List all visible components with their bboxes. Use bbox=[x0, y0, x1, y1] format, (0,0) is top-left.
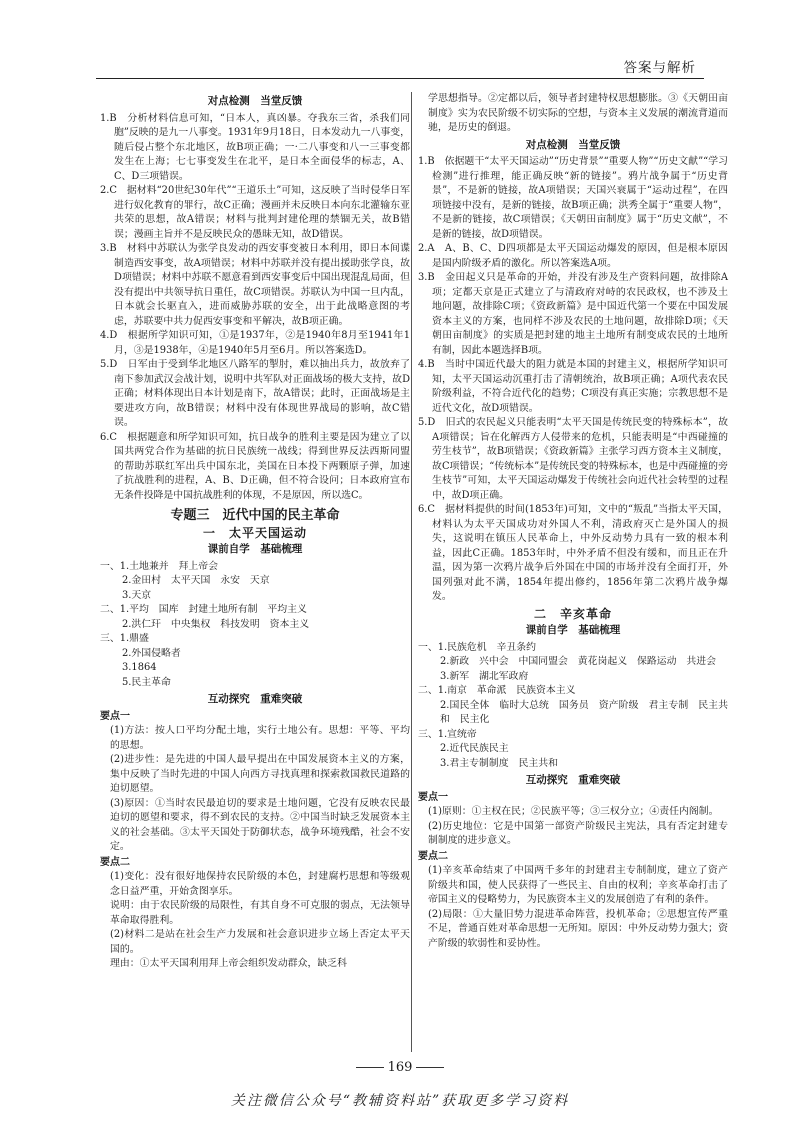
column-divider bbox=[411, 92, 412, 1052]
section-heading-check: 对点检测 当堂反馈 bbox=[525, 138, 621, 151]
key-point-item: (2)材料二是站在社会生产力发展和社会意识进步立场上否定太平天国的。 bbox=[110, 929, 410, 955]
key-point-item: (2)历史地位：它是中国第一部资产阶级民主宪法，具有否定封建专制制度的进步意义。 bbox=[428, 820, 728, 846]
key-point-label: 要点一 bbox=[100, 710, 130, 722]
preview-item: 2.新政 兴中会 中国同盟会 黄花岗起义 保路运动 共进会 bbox=[440, 656, 717, 667]
answer-item: 2.A A、B、C、D四项都是太平天国运动爆发的原因，但是根本原因是国内阶级矛盾的激化。所以答案选A项。 bbox=[418, 243, 728, 269]
page-number-text: 169 bbox=[387, 1060, 413, 1075]
answer-item: 6.C 根据题意和所学知识可知，抗日战争的胜利主要是因为建立了以国共两党合作为基础的抗日民族统一战线；得到世界反法西斯同盟的帮助苏联红军出兵中国东北，美国在日本投下两颗原子弹，加速了抗战胜利的进程，A、B、D正确，但不符合设问；日本政府宣布无条件投降是中国抗战胜利的体现，不是原因，所以选C。 bbox=[100, 431, 410, 501]
preview-item: 3.新军 湖北军政府 bbox=[440, 670, 529, 682]
answer-item: 1.B 分析材料信息可知，“日本人，真凶暴。夺我东三省，杀我们同胞”反映的是九一八事变。1931年9月18日，日本发动九一八事变，随后侵占整个东北地区，故B项正确；一·二八事变和八一三事变都发生在上海；七七事变发生在北平，是日本全面侵华的标志，A、C、D三项错误。 bbox=[100, 112, 410, 182]
section-heading-inquiry: 互动探究 重难突破 bbox=[525, 774, 621, 786]
page-number bbox=[0, 1060, 800, 1075]
preview-item: 三、1.鼎盛 bbox=[100, 633, 149, 644]
section-heading-preview: 课前自学 基础梳理 bbox=[525, 624, 621, 636]
key-point-item: (3)原因：①当时农民最迫切的要求是土地问题，它没有反映农民最迫切的愿望和要求，得不到农民的支持。②中国当时缺乏发展资本主义的社会基础。③太平天国处于防御状态，战争环境残酷，社会不安定。 bbox=[110, 797, 410, 852]
preview-list bbox=[418, 641, 728, 772]
preview-item: 2.金田村 太平天国 永安 天京 bbox=[122, 575, 270, 586]
left-column bbox=[100, 92, 410, 972]
answer-item: 4.D 根据所学知识可知，①是1937年，②是1940年8月至1941年1月，③是1938年，④是1940年5月至6月。所以答案选D。 bbox=[100, 330, 410, 356]
key-point-label: 要点二 bbox=[418, 850, 448, 862]
section-heading-check: 对点检测 当堂反馈 bbox=[207, 95, 303, 107]
preview-item: 一、1.土地兼并 拜上帝会 bbox=[100, 560, 219, 572]
preview-item: 3.天京 bbox=[122, 589, 152, 601]
key-point-item: (1)方法：按人口平均分配土地，实行土地公有。思想：平等、平均的思想。 bbox=[110, 725, 410, 751]
page-header bbox=[96, 52, 704, 79]
continued-text: 学思想指导。②定都以后，领导者封建特权思想膨胀。③《天朝田亩制度》实为农民阶级不切实际的空想，与资本主义发展的潮流背道而驰，是历史的倒退。 bbox=[428, 93, 728, 133]
answer-item: 1.B 依据题干“太平天国运动”“历史背景”“重要人物”“历史文献”“学习检测”进行推理，能正确反映“新的链接”。鸦片战争属于“历史背景”，不是新的链接，故A项错误；天国兴衰属于“运动过程”，在四项链接中没有，是新的链接，故B项正确；洪秀全属于“重要人物”，不是新的链接，故C项错误；《天朝田亩制度》属于“历史文献”，不是新的链接，故D项错误。 bbox=[418, 156, 728, 240]
preview-item: 2.外国侵略者 bbox=[122, 647, 181, 659]
key-point-item: (2)进步性：是先进的中国人最早提出在中国发展资本主义的方案，集中反映了当时先进的中国人向西方寻找真理和探索救国救民道路的迫切愿望。 bbox=[110, 754, 410, 794]
preview-item: 三、1.宣统帝 bbox=[418, 728, 477, 740]
preview-item: 5.民主革命 bbox=[122, 676, 171, 688]
key-point-label: 要点一 bbox=[418, 791, 448, 803]
preview-item: 2.国民全体 临时大总统 国务员 资产阶级 君主专制 民主共和 民主化 bbox=[440, 699, 728, 725]
preview-item: 一、1.民族危机 辛丑条约 bbox=[418, 641, 537, 653]
footer-note: 关注微信公众号“教辅资料站”获取更多学习资料 bbox=[230, 1093, 570, 1109]
section-title: 二 辛亥革命 bbox=[533, 606, 612, 621]
key-point-item: 说明：由于农民阶级的局限性，有其自身不可克服的弱点，无法领导革命取得胜利。 bbox=[110, 900, 410, 926]
answer-item: 5.D 日军由于受到华北地区八路军的掣肘，难以抽出兵力，故放弃了南下参加武汉会战计划，说明中共军队对正面战场的极大支持，故D正确；材料体现出日本计划是南下，故A错误；此时，正面战场是主要进攻方向，故B错误；材料中没有体现世界战局的影响，故C错误。 bbox=[100, 359, 410, 428]
preview-item: 二、1.平均 国库 封建土地所有制 平均主义 bbox=[100, 604, 307, 615]
key-point-item: 理由：①太平天国利用拜上帝会组织发动群众，缺乏科 bbox=[110, 958, 348, 969]
key-point-label: 要点二 bbox=[100, 856, 130, 868]
preview-item: 3.君主专制制度 民主共和 bbox=[440, 757, 559, 769]
header-title: 答案与解析 bbox=[623, 60, 696, 76]
key-point-item: (1)辛亥革命结束了中国两千多年的封建君主专制制度，建立了资产阶级共和国，使人民获得了一些民主、自由的权利；辛亥革命打击了帝国主义的侵略势力，为民族资本主义的发展创造了有利的条件。 bbox=[428, 865, 728, 905]
preview-item: 3.1864 bbox=[122, 662, 157, 673]
key-point-item: (1)变化：没有很好地保持农民阶级的本色，封建腐朽思想和等级观念日益严重，开始贪图享乐。 bbox=[110, 871, 410, 897]
answer-item: 6.C 据材料提供的时间(1853年)可知，文中的“叛乱”当指太平天国，材料认为太平天国成功对外国人不利，清政府灭亡是外国人的损失，这说明在镇压人民革命上，中外反动势力具有一致的根本利益，因此C正确。1853年时，中外矛盾不但没有缓和，而且正在升温，因为第一次鸦片战争后外国在中国的市场并没有全面打开，外国列强对此不满，1854年提出修约，1856年第二次鸦片战争爆发。 bbox=[418, 504, 728, 602]
section-title: 一 太平天国运动 bbox=[202, 525, 307, 540]
right-column bbox=[418, 92, 728, 951]
section-heading-preview: 课前自学 基础梳理 bbox=[207, 543, 303, 555]
answer-item: 4.B 当时中国近代最大的阻力就是本国的封建主义，根据所学知识可知，太平天国运动沉重打击了清朝统治，故B项正确；A项代表农民阶级利益，不符合近代化的趋势；C项没有真正实施；宗教思想不是近代文化，故D项错误。 bbox=[418, 359, 728, 414]
key-point-item: (2)局限：①大量旧势力混进革命阵营，投机革命；②思想宣传严重不足，普通百姓对革命思想一无所知。原因：中外反动势力强大；资产阶级的软弱性和妥协性。 bbox=[428, 908, 728, 949]
preview-item: 2.近代民族民主 bbox=[440, 743, 509, 754]
key-point-item: (1)原则：①主权在民；②民族平等；③三权分立；④责任内阁制。 bbox=[428, 806, 719, 817]
answer-item: 5.D 旧式的农民起义只能表明“太平天国是传统民变的特殊标本”，故A项错误；旨在化解西方人侵带来的危机，只能表明是“中西碰撞的劳生枝节”，故B项错误；《资政新篇》主张学习西方资本主义制度，故C项错误；“传统标本”是传统民变的特殊标本，也是中西碰撞的旁生枝节”可知，太平天国运动爆发于传统社会向近代社会转型的过程中，故D项正确。 bbox=[418, 417, 728, 501]
topic-title: 专题三 近代中国的民主革命 bbox=[170, 508, 340, 523]
section-heading-inquiry: 互动探究 重难突破 bbox=[207, 693, 303, 705]
answer-item: 3.B 材料中苏联认为张学良发动的西安事变被日本利用，即日本间谍制造西安事变，故A项错误；材料中苏联并没有提出援助张学良，故D项错误；材料中苏联不愿意看到西安事变后中国出现混乱局面，但没有提出中共领导抗日重任，故C项错误。苏联认为中国一旦内乱，日本就会长驱直入，进而威胁苏联的安全，出于此战略意图的考虑，苏联要中共力促西安事变和平解决，故B项正确。 bbox=[100, 243, 410, 327]
preview-item: 二、1.南京 革命派 民族资本主义 bbox=[418, 685, 576, 696]
answer-item: 3.B 金田起义只是革命的开始，并没有涉及生产资料问题，故排除A项；定都天京是正式建立了与清政府对峙的农民政权，也不涉及土地问题，故排除C项；《资政新篇》是中国近代第一个要在中国发展资本主义的方案，也同样不涉及农民的土地问题，故排除D项；《天朝田亩制度》的实质是把封建的地主土地所有制变成农民的土地所有制，因此本题选择B项。 bbox=[418, 272, 728, 356]
preview-item: 2.洪仁玕 中央集权 科技发明 资本主义 bbox=[122, 618, 310, 630]
preview-list bbox=[100, 560, 410, 691]
answer-item: 2.C 据材料“20世纪30年代”“王道乐土”可知，这反映了当时侵华日军进行奴化教育的罪行，故C正确；漫画并未反映日本向东北灌输东亚共荣的思想，故A错误；材料与批判封建伦理的禁锢无关，故B错误；漫画主旨并不是反映民众的愚昧无知，故D错误。 bbox=[100, 185, 410, 240]
